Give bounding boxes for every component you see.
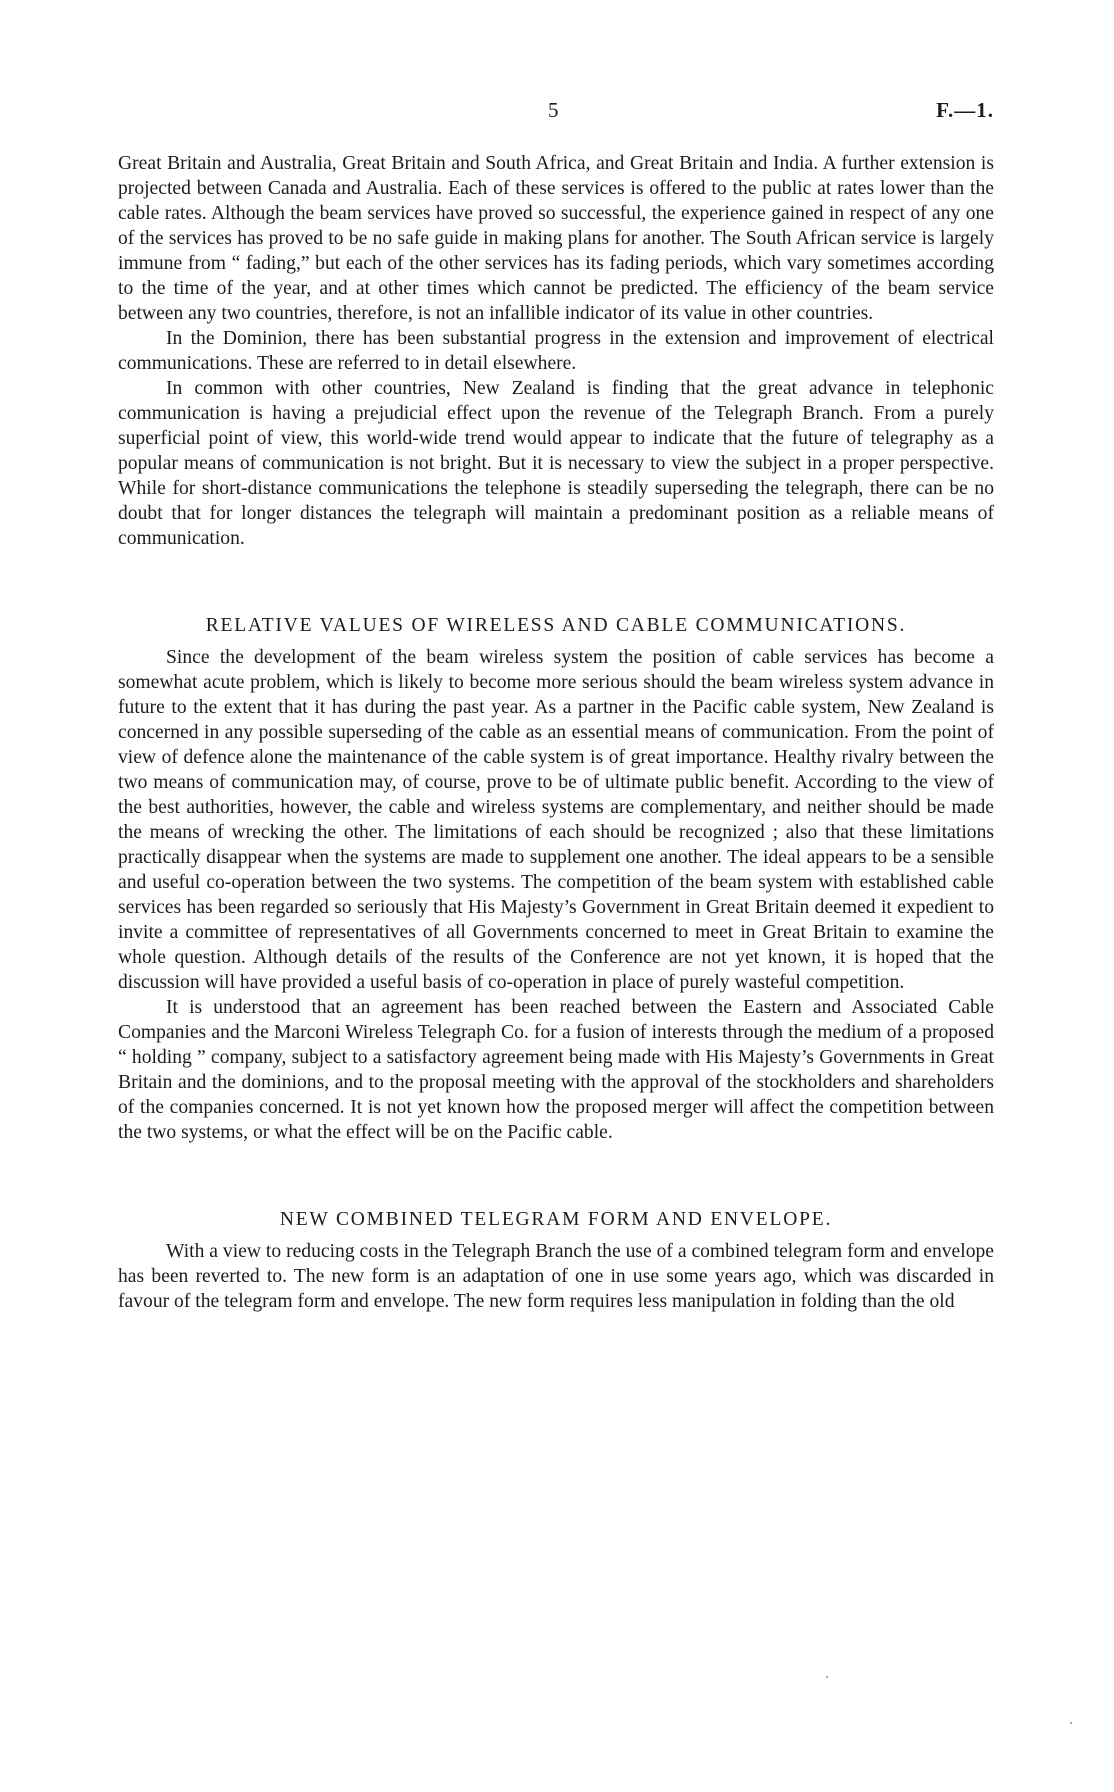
document-reference: F.—1. bbox=[936, 98, 994, 122]
section-paragraph: It is understood that an agreement has been reached between the Eastern and Associated Cable Companies and the Marconi Wireless Telegraph Co. for a fusion of interests through the medium of a proposed “ holding ” company, subject to a satisfactory agreement being made with His Majesty’s Governments in Great Britain and the dominions, and to the proposal meeting with the approval of the stockholders and shareholders of the companies concerned. It is not yet known how the proposed merger will affect the competition between the two systems, or what the effect will be on the Pacific cable. bbox=[118, 997, 994, 1143]
section-heading-wireless-cable: RELATIVE VALUES OF WIRELESS AND CABLE COMMUNICATIONS. bbox=[205, 615, 907, 636]
section-paragraph: With a view to reducing costs in the Telegraph Branch the use of a combined telegram form and envelope has been reverted to. The new form is an adaptation of one in use some years ago, which was discarded in favour of the telegram form and envelope. The new form requires less manipulation in folding than the old bbox=[118, 1241, 994, 1312]
section-heading-telegram-form: NEW COMBINED TELEGRAM FORM AND ENVELOPE. bbox=[279, 1209, 833, 1230]
scan-speck bbox=[826, 1676, 828, 1678]
intro-paragraph-continued: Great Britain and Australia, Great Britain and South Africa, and Great Britain and India. A further extension is projected between Canada and Australia. Each of these services is offered to the public at rates lower than the cable rates. Although the beam services have proved so successful, the experience gained in respect of any one of the services has proved to be no safe guide in making plans for another. The South African service is largely immune from “ fading,” but each of the other services has its fading periods, which vary sometimes according to the time of the year, and at other times which cannot be predicted. The efficiency of the beam service between any two countries, therefore, is not an infallible indicator of its value in other countries. bbox=[118, 153, 994, 324]
intro-paragraph: In common with other countries, New Zealand is finding that the great advance in telephonic communication is having a prejudicial effect upon the revenue of the Telegraph Branch. From a purely superficial point of view, this world-wide trend would appear to indicate that the future of telegraphy as a popular means of communication is not bright. But it is necessary to view the subject in a proper perspective. While for short-distance communications the telephone is steadily superseding the telegraph, there can be no doubt that for longer distances the telegraph will maintain a predominant position as a reliable means of communication. bbox=[118, 378, 994, 549]
page-number: 5 bbox=[548, 98, 559, 122]
section-paragraph: Since the development of the beam wireless system the position of cable services has become a somewhat acute problem, which is likely to become more serious should the beam wireless system advance in future to the extent that it has during the past year. As a partner in the Pacific cable system, New Zealand is concerned in any possible superseding of the cable as an essential means of communication. From the point of view of defence alone the maintenance of the cable system is of great importance. Healthy rivalry between the two means of communication may, of course, prove to be of ultimate public benefit. According to the view of the best authorities, however, the cable and wireless systems are complementary, and neither should be made the means of wrecking the other. The limitations of each should be recognized ; also that these limitations practically disappear when the systems are made to supplement one another. The ideal appears to be a sensible and useful co-operation between the two systems. The competition of the beam system with established cable services has been regarded so seriously that His Majesty’s Government in Great Britain deemed it expedient to invite a committee of representatives of all Governments concerned to meet in Great Britain to examine the whole question. Although details of the results of the Conference are not yet known, it is hoped that the discussion will have provided a useful basis of co-operation in place of purely wasteful competition. bbox=[118, 647, 994, 993]
page-header bbox=[118, 98, 994, 128]
scan-speck bbox=[1070, 1722, 1072, 1724]
intro-paragraph: In the Dominion, there has been substantial progress in the extension and improvement of electrical communications. These are referred to in detail elsewhere. bbox=[118, 328, 994, 374]
page-content bbox=[118, 151, 994, 1314]
